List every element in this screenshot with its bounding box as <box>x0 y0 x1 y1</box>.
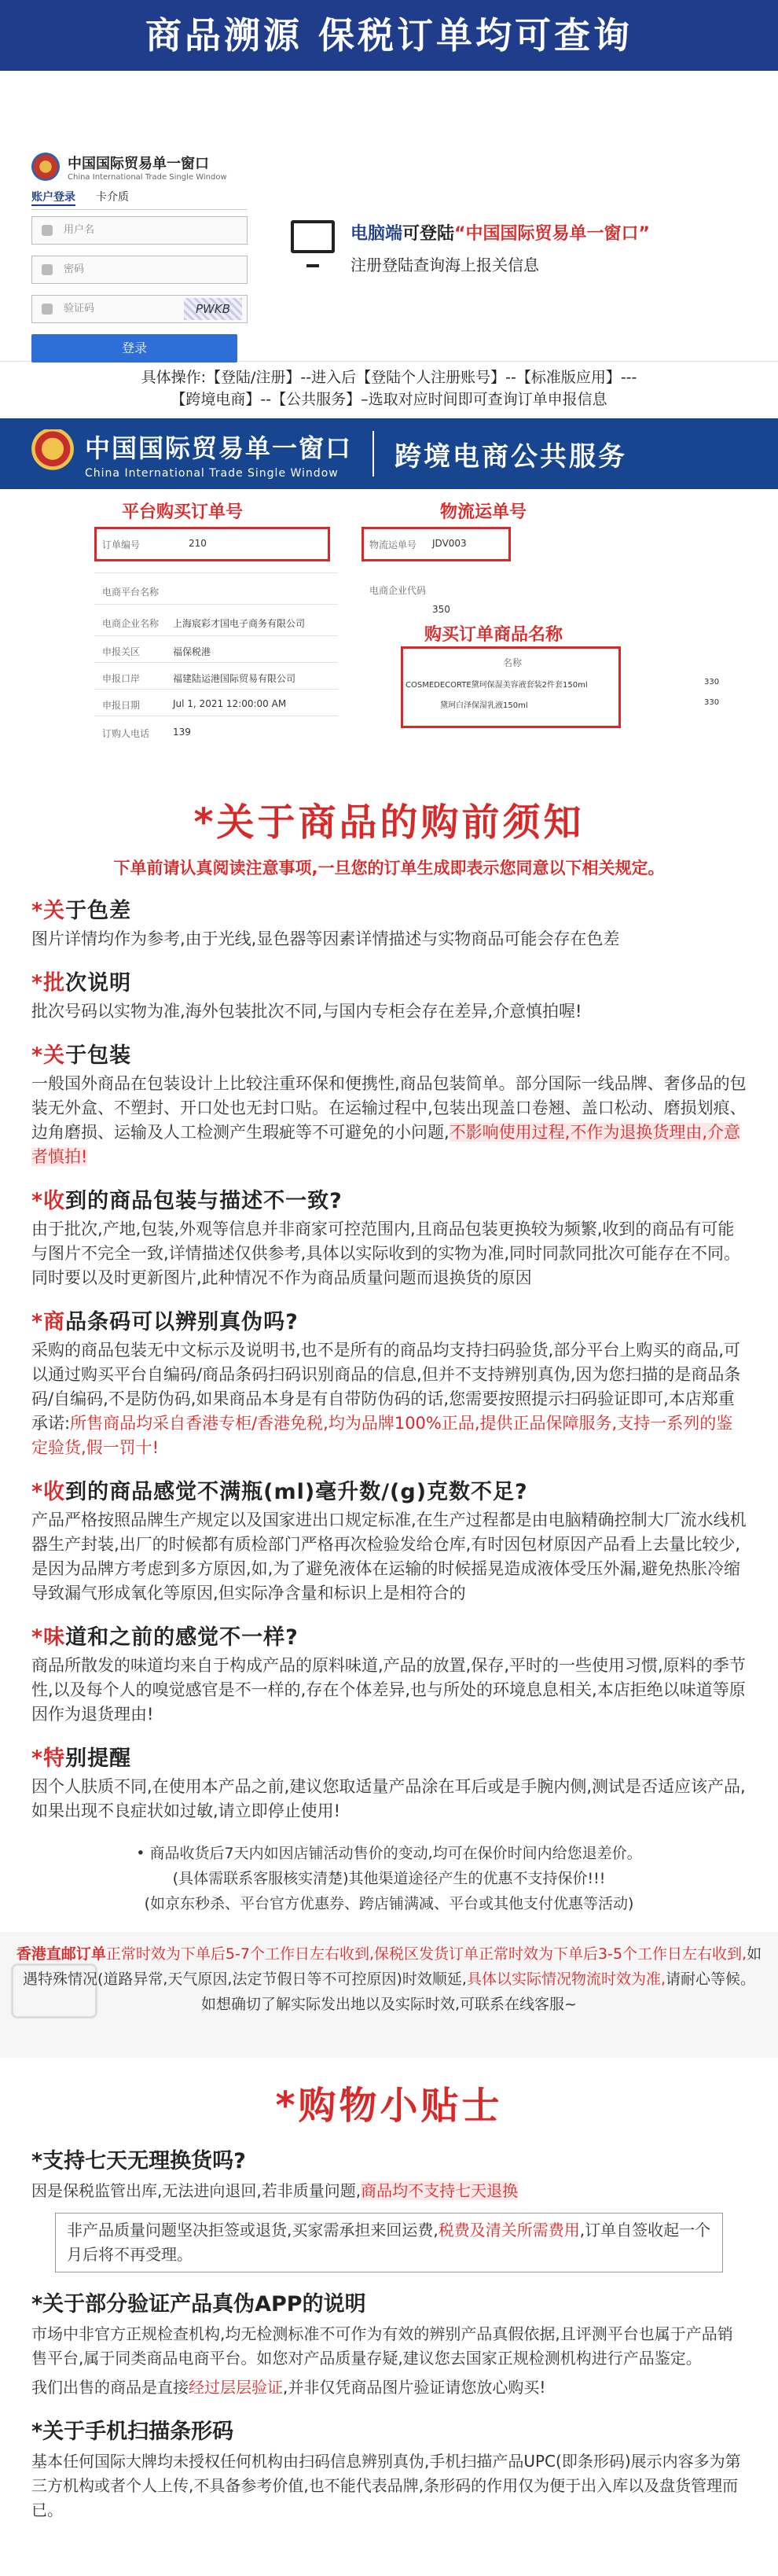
label-order-number: 平台购买订单号 <box>122 502 244 522</box>
packaging-body: 一般国外商品在包装设计上比较注重环保和便携性,商品包装简单。部分国际一线品牌、奢侈品的包装无外盒、不塑封、开口处也无封口贴。在运输过程中,包装出现盖口卷翘、盖口松动、磨损划痕、边角磨损、运输及人工检测产生瑕疵等不可避免的小问题, <box>31 1074 747 1142</box>
scent-text: 商品所散发的味道均来自于构成产品的原料味道,产品的放置,保存,平时的一些使用习惯,原料的季节性,以及每个人的嗅觉感官是不一样的,存在个体差异,也与所处的环境息息相关,本店拒绝以味道等原因作为退货理由! <box>31 1656 746 1724</box>
login-panel <box>31 149 248 354</box>
single-window-name <box>85 429 352 480</box>
return-policy-box <box>55 2213 723 2272</box>
field-value: Jul 1, 2021 12:00:00 AM <box>173 698 287 709</box>
page-banner: 商品溯源 保税订单均可查询 <box>0 0 778 71</box>
single-window-name-cn: 中国国际贸易单一窗口 <box>85 432 353 463</box>
field-key: 电商企业名称 <box>102 618 160 629</box>
field-value: 350 <box>432 604 450 615</box>
operation-line-2: 【跨境电商】--【公共服务】–选取对应时间即可查询订单申报信息 <box>171 391 607 408</box>
note-line: (如京东秒杀、平台官方优惠券、跨店铺满减、平台或其他支付优惠等活动) <box>144 1895 634 1912</box>
mismatch-heading: *收到的商品包装与描述不一致? <box>31 1189 343 1213</box>
color-text: 图片详情均作为参考,由于光线,显色器等因素详情描述与实物商品可能会存在色差 <box>31 929 620 948</box>
hk-wait: 请耐心等候。 <box>665 1971 755 1988</box>
note-line: • 商品收货后7天内如因店铺活动售价的变动,均可在保价时间内给您退差价。 <box>136 1845 642 1862</box>
field-value: 210 <box>189 538 207 549</box>
policy-b: 税费及清关所需费用 <box>438 2221 580 2239</box>
products-header: 名称 <box>503 657 523 668</box>
barcode-body: 采购的商品包装无中文标示及说明书,也不是所有的商品均支持扫码验货,部分平台上购买的商品,可以通过购买平台自编码/商品条码扫码识别商品的信息,但并不支持辨别真伪,因为您扫描的是商品条码/自编码,不是防伪码,如果商品本身是有自带防伪码的话,您需要按照提示扫码验证即可,本店郑重承诺: <box>31 1341 741 1433</box>
return-body: 因是保税监管出库,无法进向退回,若非质量问题, <box>31 2181 361 2200</box>
login-section <box>0 71 778 362</box>
logo-subtitle: China International Trade Single Window <box>68 172 227 182</box>
field-key: 电商平台名称 <box>102 587 160 598</box>
barcode-heading: *商品条码可以辨别真伪吗? <box>31 1310 299 1334</box>
notice-subtitle: 下单前请认真阅读注意事项,一旦您的订单生成即表示您同意以下相关规定。 <box>113 859 665 878</box>
emblem-icon <box>31 429 74 478</box>
app-text: 市场中非官方正规检查机构,均无检测标准不可作为有效的辨别产品真假依据,且评测平台也属于产品销售平台,属于同类商品电商平台。如您对产品质量存疑,建议您去国家正规检测机构进行产品鉴定。 <box>31 2324 733 2368</box>
return-text <box>31 2179 747 2203</box>
barcode-scan-text: 基本任何国际大牌均未授权任何机构由扫码信息辨别真伪,手机扫描产品UPC(即条形码)展示内容多为第三方机构或者个人上传,不具备参考价值,也不能代表品牌,条形码的作用仅为便于出入库以及盘货管理而已。 <box>31 2452 741 2519</box>
field-key: 电商企业代码 <box>369 585 427 596</box>
field-key: 申报关区 <box>102 646 141 657</box>
pc-line-1 <box>350 220 762 245</box>
barcode-scan-heading: *关于手机扫描条形码 <box>31 2420 234 2444</box>
divider <box>94 635 338 636</box>
tips-section <box>0 2075 778 2523</box>
divider <box>94 662 338 663</box>
hk-actual: 具体以实际情况物流时效为准, <box>466 1971 666 1988</box>
product-value: 330 <box>704 678 720 686</box>
username-field[interactable]: 用户名 <box>31 216 248 245</box>
assure-b: 经过层层验证 <box>189 2378 283 2397</box>
monitor-icon <box>291 220 335 253</box>
product-name: 黛珂白泽保湿乳液150ml <box>440 701 528 710</box>
field-value: 福建陆运港国际贸易有限公司 <box>173 673 296 684</box>
packaging-heading: *关于包装 <box>31 1043 132 1068</box>
captcha-field[interactable] <box>31 295 248 323</box>
app-heading: *关于部分验证产品真伪APP的说明 <box>31 2292 366 2317</box>
field-value: 福保税港 <box>173 646 211 657</box>
return-warning: 商品均不支持七天退换 <box>361 2181 519 2200</box>
delivery-time-notice <box>0 1932 778 2058</box>
field-value: 上海宸彩才国电子商务有限公司 <box>173 618 306 629</box>
assure-c: ,并非仅凭商品图片验证请您放心购买! <box>283 2378 546 2397</box>
batch-text: 批次号码以实物为准,海外包装批次不同,与国内专柜会存在差异,介意慎拍喔! <box>31 1002 582 1021</box>
login-button[interactable]: 登录 <box>31 334 237 362</box>
field-key: 申报日期 <box>102 700 141 711</box>
operation-line-1: 具体操作:【登陆/注册】--进入后【登陆个人注册账号】--【标准版应用】--- <box>141 369 637 386</box>
captcha-image[interactable]: PWKB <box>184 298 242 320</box>
tab-account-login[interactable]: 账户登录 <box>31 189 75 206</box>
notice-title: *关于商品的购前须知 <box>193 800 585 845</box>
single-window-name-en: China International Trade Single Window <box>85 466 339 480</box>
field-key: 申报口岸 <box>102 673 141 684</box>
login-tabs <box>31 189 248 210</box>
single-window-section <box>0 418 778 784</box>
barcode-text <box>31 1338 747 1460</box>
color-heading: *关于色差 <box>31 899 132 923</box>
product-name: COSMEDECORTE黛珂保湿美容液套装2件套150ml <box>406 681 588 690</box>
hk-contact: 如想确切了解实际发出地以及实际时效,可联系在线客服~ <box>201 1996 577 2013</box>
single-window-logo <box>31 149 248 184</box>
pc-label: 电脑端 <box>350 224 403 244</box>
product-value: 330 <box>704 698 720 707</box>
captcha-label: 验证码 <box>64 303 95 315</box>
assure-a: 我们出售的商品是直接 <box>31 2378 189 2397</box>
pc-can-login: 可登陆 <box>402 224 455 244</box>
policy-c: ,订单自签收起一个月后将不再受理。 <box>67 2221 711 2264</box>
logo-title: 中国国际贸易单一窗口 <box>68 155 209 172</box>
packaging-warning: 不影响使用过程,不作为退换货理由,介意者慎拍! <box>31 1123 741 1166</box>
notice-section <box>0 792 778 1916</box>
volume-heading: *收到的商品感觉不满瓶(ml)毫升数/(g)克数不足? <box>31 1480 528 1504</box>
operation-steps <box>0 362 778 418</box>
password-field[interactable]: 密码 <box>31 256 248 284</box>
field-value: JDV003 <box>432 538 467 549</box>
return-heading: *支持七天无理换货吗? <box>31 2149 246 2173</box>
scent-heading: *味道和之前的感觉不一样? <box>31 1625 299 1650</box>
field-value: 139 <box>173 727 191 738</box>
batch-heading: *批次说明 <box>31 971 132 995</box>
divider <box>94 572 338 573</box>
single-window-header <box>0 418 778 489</box>
label-logistics-number: 物流运单号 <box>440 502 527 522</box>
field-key: 订购人电话 <box>102 728 150 739</box>
volume-text: 产品严格按照品牌生产规定以及国家进出口规定标准,在生产过程都是由电脑精确控制大厂流水线机器生产封装,出厂的时候都有质检部门严格再次检验发给仓库,有时因包材原因产品看上去量比较少,是因为品牌方考虑到多方原因,如,为了避免液体在运输的时候摇晃造成液体受压外漏,避免热胀冷缩导致漏气形成氧化等原因,但实际净含量和标识上是相符合的 <box>31 1511 747 1603</box>
mismatch-text: 由于批次,产地,包装,外观等信息并非商家可控范围内,且商品包装更换较为频繁,收到的商品有可能与图片不完全一致,详情描述仅供参考,具体以实际收到的实物为准,同时同款同批次可能存在不同。同时要以及时更新图片,此种情况不作为商品质量问题而退换货的原因 <box>31 1220 741 1287</box>
hk-timing: 正常时效为下单后5-7个工作日左右收到,保税区发货订单正常时效为下单后3-5个工作日左右收到, <box>105 1945 747 1963</box>
tab-card-medium[interactable]: 卡介质 <box>96 191 129 204</box>
pc-instructions <box>291 220 762 275</box>
special-reminder-text: 因个人肤质不同,在使用本产品之前,建议您取适量产品涂在耳后或是手腕内侧,测试是否适应该产品,如果出现不良症状如过敏,请立即停止使用! <box>31 1777 746 1820</box>
pc-line-2: 注册登陆查询海上报关信息 <box>350 256 539 274</box>
delivery-text <box>16 1941 762 2017</box>
hk-delay: 如遇特殊情况(道路异常,天气原因,法定节假日等不可控原因)时效顺延, <box>22 1945 762 1988</box>
special-reminder-heading: *特别提醒 <box>31 1746 132 1771</box>
field-key: 订单编号 <box>102 539 141 550</box>
header-divider <box>372 431 374 477</box>
policy-a: 非产品质量问题坚决拒签或退货,买家需承担来回运费, <box>67 2221 439 2239</box>
packaging-text <box>31 1072 747 1169</box>
emblem-icon <box>31 153 60 181</box>
price-protection-notes <box>31 1841 747 1916</box>
tips-title: *购物小贴士 <box>275 2084 503 2128</box>
divider <box>94 604 338 605</box>
barcode-promise: 所售商品均采自香港专柜/香港免税,均为品牌100%正品,提供正品保障服务,支持一系列的鉴定验货,假一罚十! <box>31 1414 733 1457</box>
label-product-name: 购买订单商品名称 <box>424 625 563 645</box>
service-title: 跨境电商公共服务 <box>395 440 628 473</box>
note-line: (具体需联系客服核实清楚)其他渠道途径产生的优惠不支持保价!!! <box>172 1870 606 1887</box>
hk-direct-label: 香港直邮订单 <box>16 1945 106 1963</box>
divider <box>94 689 338 690</box>
pc-site-name: “中国国际贸易单一窗口” <box>454 224 650 244</box>
field-key: 物流运单号 <box>369 539 417 550</box>
app-assurance <box>31 2375 747 2400</box>
